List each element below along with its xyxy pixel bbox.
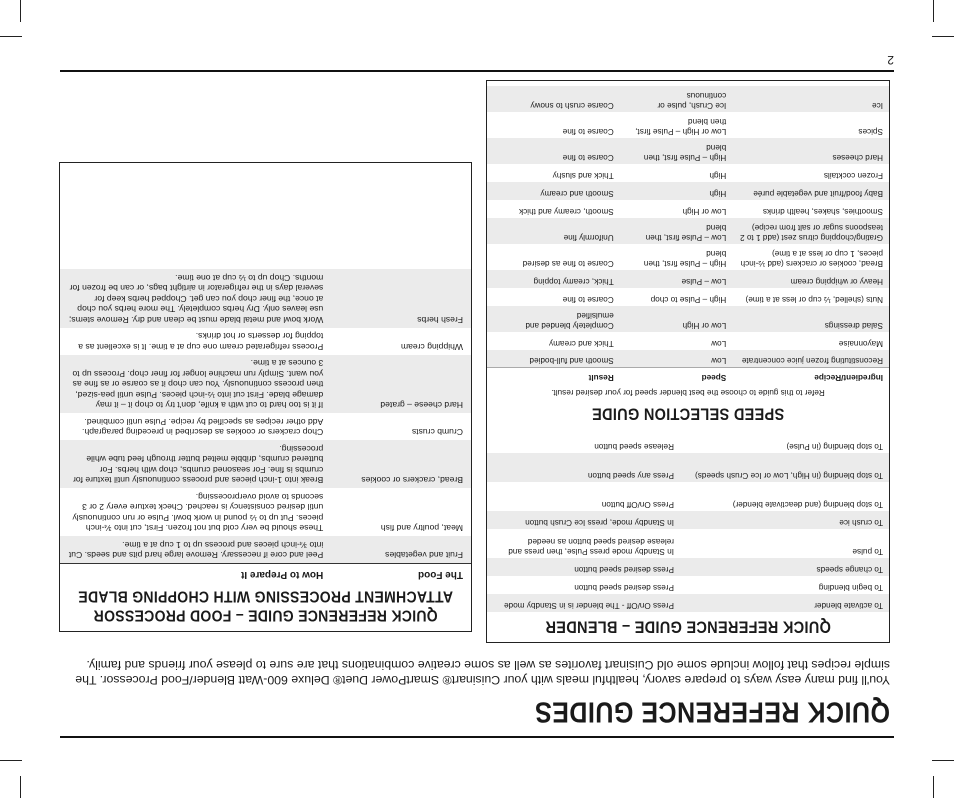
result-cell: Thick and slushy: [552, 171, 614, 180]
table-row: [60, 414, 471, 441]
table-row: [487, 86, 889, 112]
table-row: [487, 182, 889, 200]
result-cell: Completely blended and emulsified: [487, 306, 620, 332]
blender-guide-table: [487, 435, 889, 612]
prep-cell: Peel and core if necessary. Remove large hard pits and seeds. Cut into ¾-inch pieces and process up to 1 cup at a time.: [60, 537, 331, 565]
speed-guide-title: SPEED SELECTION GUIDE: [591, 403, 785, 422]
table-row: [487, 218, 889, 244]
intro-paragraph: You'll find many easy ways to prepare savory, healthful meals with your Cuisinart® SmartPower Duet® Deluxe 600-Watt Blender/Food Processor. The simple recipes that follow include some old Cuisinart favorites as well as some creative combinations that are sure to please your friends and family.: [75, 658, 890, 687]
food-cell: Whipping cream: [400, 342, 463, 352]
food-guide-title: QUICK REFERENCE GUIDE – FOOD PROCESSOR ATTACHMENT PROCESSING WITH CHOPPING BLADE: [78, 587, 454, 625]
result-cell: Thick, creamy topping: [487, 270, 620, 288]
page-number: 2: [887, 53, 894, 67]
food-cell: Fresh herbs: [331, 270, 471, 329]
result-cell: Coarse to fine: [487, 138, 620, 164]
table-row: [60, 270, 471, 329]
bottom-rule: [60, 70, 894, 72]
result-cell: Smooth and full-bodied: [487, 350, 620, 368]
result-cell: Coarse to fine as desired: [522, 259, 614, 268]
blender-guide-title: QUICK REFERENCE GUIDE – BLENDER: [545, 616, 831, 635]
blender-instruction-cell: In Standby mode press Pulse, then press and release desired speed button as needed: [508, 537, 674, 556]
speed-cell: High: [620, 182, 733, 200]
blender-instruction-cell: In Standby mode, press Ice Crush button: [487, 511, 680, 529]
table-row: [487, 332, 889, 350]
ingredient-cell: Bread, cookies or crackers (add ½-inch pieces, 1 cup or less at a time): [740, 249, 883, 268]
result-cell: Coarse to fine: [562, 127, 614, 136]
blender-action-cell: To activate blender: [680, 594, 889, 612]
table-row: [487, 288, 889, 306]
result-cell: Uniformly fine: [487, 218, 620, 244]
header-result: Result: [487, 368, 620, 384]
ingredient-cell: Mayonnaise: [838, 339, 883, 348]
top-rule: [60, 736, 894, 738]
ingredient-cell: Grating/chopping citrus zest (add 1 to 2 teaspoons sugar or salt from recipe): [732, 218, 889, 244]
ingredient-cell: Nuts (shelled, ½ cup or less at a time): [745, 295, 883, 304]
prep-cell: Break into 1-inch pieces and process continuously until texture for crumbs is fine. For seasoned crumbs, chop with herbs. For buttered crumbs, dribble melted butter through feed tube while processing.: [60, 441, 331, 489]
crop-mark: [20, 0, 21, 22]
blender-action-cell: To stop blending (in Pulse): [786, 442, 883, 451]
prep-cell: Process refrigerated cream one cup at a time. It is excellent as a topping for desserts or hot drinks.: [78, 331, 324, 352]
food-cell: Crumb crusts: [411, 427, 463, 438]
blender-instruction-cell: Press desired speed button: [487, 558, 680, 576]
result-cell: Coarse to fine: [562, 295, 614, 304]
table-row: [487, 200, 889, 218]
ingredient-cell: Reconstituting frozen juice concentrate: [732, 350, 889, 368]
table-row: [487, 306, 889, 332]
header-food: The Food: [331, 564, 471, 583]
table-row: [487, 244, 889, 270]
result-cell: Thick and creamy: [549, 339, 614, 348]
food-cell: Bread, crackers or cookies: [331, 441, 471, 489]
speed-cell: Low: [620, 350, 733, 368]
page-title: QUICK REFERENCE GUIDES: [534, 695, 890, 728]
speed-cell: Low – Pulse first, then blend: [620, 218, 733, 244]
speed-cell: Low: [711, 339, 727, 348]
speed-guide-intro: Refer to this guide to choose the best blender speed for your desired result.: [551, 388, 825, 397]
table-row: [60, 328, 471, 355]
header-speed: Speed: [620, 368, 733, 384]
blender-action-cell: To pulse: [852, 547, 883, 556]
table-row: [487, 350, 889, 368]
blender-instruction-cell: Release speed button: [594, 442, 674, 451]
table-row: [487, 164, 889, 182]
table-row: [487, 576, 889, 594]
blender-action-cell: To stop blending (in High, Low or Ice Crush speeds): [680, 453, 889, 482]
result-cell: Coarse crush to snowy: [487, 86, 620, 112]
speed-cell: Low – Pulse: [620, 270, 733, 288]
header-prep: How to Prepare It: [60, 564, 331, 583]
blender-instruction-cell: Press desired speed button: [574, 583, 674, 592]
prep-cell: If it is too hard to cut with a knife, don't try to chop it – it may damage blade. First cut into ½-inch pieces. Pulse until pea-sized, then process continuously. You can chop it as coarse or as fine as you want. Simply run machine longer for finer chop. Process up to 3 ounces at a time.: [60, 355, 331, 414]
result-cell: Smooth and creamy: [487, 182, 620, 200]
food-cell: Hard cheese – grated: [331, 355, 471, 414]
ingredient-cell: Baby food/fruit and vegetable purée: [732, 182, 889, 200]
blender-action-cell: To change speeds: [680, 558, 889, 576]
table-row: [487, 138, 889, 164]
ingredient-cell: Heavy or whipping cream: [732, 270, 889, 288]
table-row: [487, 482, 889, 511]
crop-mark: [933, 776, 934, 798]
crop-mark: [0, 36, 22, 37]
prep-cell: Chop crackers or cookies as described in preceding paragraph. Add other recipes as specified by recipe. Pulse until combined.: [82, 417, 324, 438]
crop-mark: [932, 36, 954, 37]
table-row: [487, 558, 889, 576]
ingredient-cell: Ice: [732, 86, 889, 112]
food-cell: Fruit and vegetables: [331, 537, 471, 565]
speed-cell: Low or High – Pulse first, then blend: [635, 117, 727, 136]
table-row: [487, 529, 889, 558]
crop-mark: [20, 776, 21, 798]
blender-instruction-cell: Press any speed button: [487, 453, 680, 482]
speed-cell: High: [709, 171, 727, 180]
ingredient-cell: Frozen cocktails: [823, 171, 883, 180]
blender-guide-box: [486, 80, 890, 643]
prep-cell: Work bowl and metal blade must be clean and dry. Remove stems; use leaves only. Dry herbs completely. The more herbs you chop at once, the finer chop you can get. Chopped herbs keep for several days in the refrigerator in airtight bags, or can be frozen for months. Chop up to ½ cup at one time.: [60, 270, 331, 329]
speed-cell: Low or High: [682, 207, 727, 216]
speed-cell: High – Pulse to chop: [650, 295, 727, 304]
table-row: [60, 441, 471, 489]
table-row: [487, 435, 889, 453]
food-cell: Meat, poultry and fish: [380, 523, 463, 534]
ingredient-cell: Salad dressings: [732, 306, 889, 332]
blender-action-cell: To begin blending: [818, 583, 883, 592]
crop-mark: [933, 0, 934, 22]
table-row: [60, 489, 471, 537]
result-cell: Smooth, creamy and thick: [519, 207, 614, 216]
ingredient-cell: Spices: [858, 127, 883, 136]
speed-cell: Low or High: [620, 306, 733, 332]
prep-cell: These should be very cold but not frozen. First, cut into ¾-inch pieces. Put up to ½ pound in work bowl. Pulse or run continuously until desired consistency is reached. Check texture every 2 or 3 seconds to avoid overprocessing.: [72, 492, 324, 534]
speed-cell: High – Pulse first, then blend: [643, 249, 727, 268]
speed-cell: High – Pulse first, then blend: [620, 138, 733, 164]
table-row: [487, 453, 889, 482]
blender-action-cell: To crush ice: [680, 511, 889, 529]
blender-action-cell: To stop blending (and deactivate blender): [732, 500, 883, 509]
header-ingredient: Ingredient/Recipe: [732, 368, 889, 384]
crop-mark: [0, 760, 22, 761]
table-row: [487, 511, 889, 529]
blender-instruction-cell: Press On/Off button: [601, 500, 674, 509]
table-row: [60, 355, 471, 414]
speed-cell: Ice Crush, pulse or continuous: [620, 86, 733, 112]
table-row: [487, 270, 889, 288]
speed-guide-table: [487, 86, 889, 384]
food-guide-table: [60, 270, 471, 584]
blender-instruction-cell: Press On/Off - The blender is in Standby mode: [487, 594, 680, 612]
food-processor-guide-box: [59, 162, 472, 632]
ingredient-cell: Hard cheeses: [732, 138, 889, 164]
table-row: [60, 537, 471, 565]
ingredient-cell: Smoothies, shakes, health drinks: [762, 207, 883, 216]
crop-mark: [932, 760, 954, 761]
table-row: [487, 112, 889, 138]
